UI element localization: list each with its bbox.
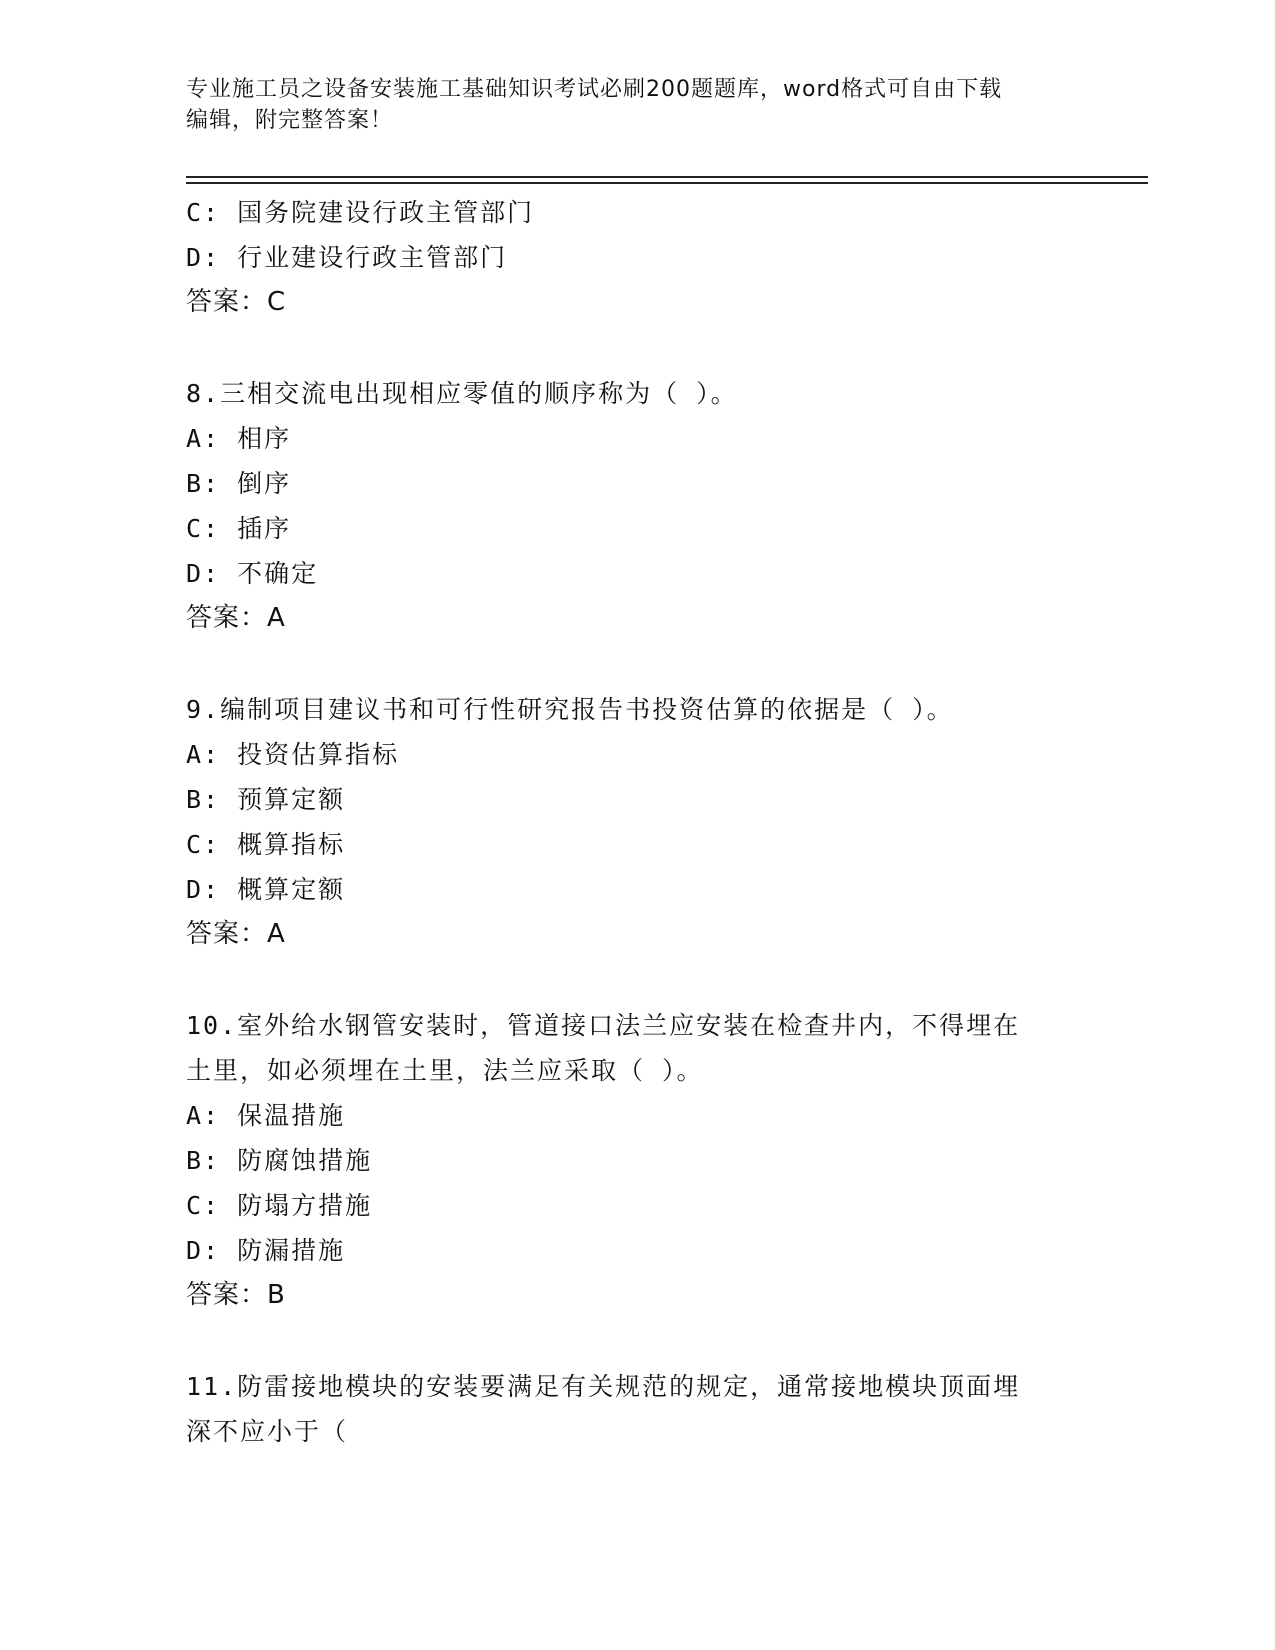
option-c [186, 1183, 1086, 1228]
question-8 [186, 371, 1086, 641]
option-text: 防漏措施 [237, 1236, 346, 1265]
option-text: 防腐蚀措施 [237, 1146, 373, 1175]
header-rule-bottom [186, 182, 1148, 184]
question-stem-line-2: 土里，如必须埋在土里，法兰应采取（ ）。 [186, 1056, 704, 1085]
option-text: 不确定 [237, 559, 319, 588]
option-a [186, 416, 1086, 461]
question-stem: 9.编制项目建议书和可行性研究报告书投资估算的依据是（ ）。 [186, 695, 954, 724]
option-text: 防塌方措施 [237, 1191, 373, 1220]
option-letter: D: [186, 243, 221, 272]
option-b [186, 1138, 1086, 1183]
option-letter: C: [186, 830, 221, 859]
option-letter: D: [186, 875, 221, 904]
question-9 [186, 687, 1086, 957]
question-stem-line-1: 11.防雷接地模块的安装要满足有关规范的规定，通常接地模块顶面埋 [186, 1372, 1021, 1401]
option-letter: D: [186, 1236, 221, 1265]
answer-line: 答案：A [186, 919, 286, 949]
option-letter: B: [186, 469, 221, 498]
option-c [186, 506, 1086, 551]
answer-line: 答案：A [186, 603, 286, 633]
option-text: 概算定额 [237, 875, 346, 904]
option-d [186, 1228, 1086, 1273]
option-c [186, 190, 1086, 235]
option-letter: A: [186, 424, 221, 453]
option-letter: C: [186, 1191, 221, 1220]
question-stem-line-2: 深不应小于（ [186, 1417, 349, 1446]
option-text: 倒序 [237, 469, 292, 498]
option-text: 概算指标 [237, 830, 346, 859]
question-11 [186, 1364, 1086, 1454]
answer-line: 答案：C [186, 287, 287, 317]
option-letter: C: [186, 514, 221, 543]
option-text: 投资估算指标 [237, 740, 400, 769]
option-letter: A: [186, 1101, 221, 1130]
question-10 [186, 1003, 1086, 1318]
header-rule-top [186, 176, 1148, 178]
question-list [186, 190, 1086, 1454]
option-a [186, 1093, 1086, 1138]
option-text: 保温措施 [237, 1101, 346, 1130]
option-d [186, 235, 1086, 280]
spacer [186, 641, 1086, 687]
option-c [186, 822, 1086, 867]
answer-line: 答案：B [186, 1280, 286, 1310]
header-line-1: 专业施工员之设备安装施工基础知识考试必刷200题题库，word格式可自由下载 [186, 77, 1003, 102]
document-header [186, 74, 1086, 136]
spacer [186, 957, 1086, 1003]
question-7-tail [186, 190, 1086, 325]
option-text: 相序 [237, 424, 292, 453]
question-stem-line-1: 10.室外给水钢管安装时，管道接口法兰应安装在检查井内，不得埋在 [186, 1011, 1021, 1040]
option-letter: A: [186, 740, 221, 769]
option-d [186, 867, 1086, 912]
question-stem: 8.三相交流电出现相应零值的顺序称为（ ）。 [186, 379, 738, 408]
option-letter: B: [186, 1146, 221, 1175]
option-a [186, 732, 1086, 777]
spacer [186, 325, 1086, 371]
option-letter: B: [186, 785, 221, 814]
option-text: 国务院建设行政主管部门 [237, 198, 535, 227]
header-line-2: 编辑，附完整答案！ [186, 108, 394, 133]
spacer [186, 1318, 1086, 1364]
option-text: 预算定额 [237, 785, 346, 814]
option-letter: D: [186, 559, 221, 588]
option-letter: C: [186, 198, 221, 227]
option-text: 行业建设行政主管部门 [237, 243, 508, 272]
option-b [186, 461, 1086, 506]
option-b [186, 777, 1086, 822]
option-d [186, 551, 1086, 596]
option-text: 插序 [237, 514, 292, 543]
